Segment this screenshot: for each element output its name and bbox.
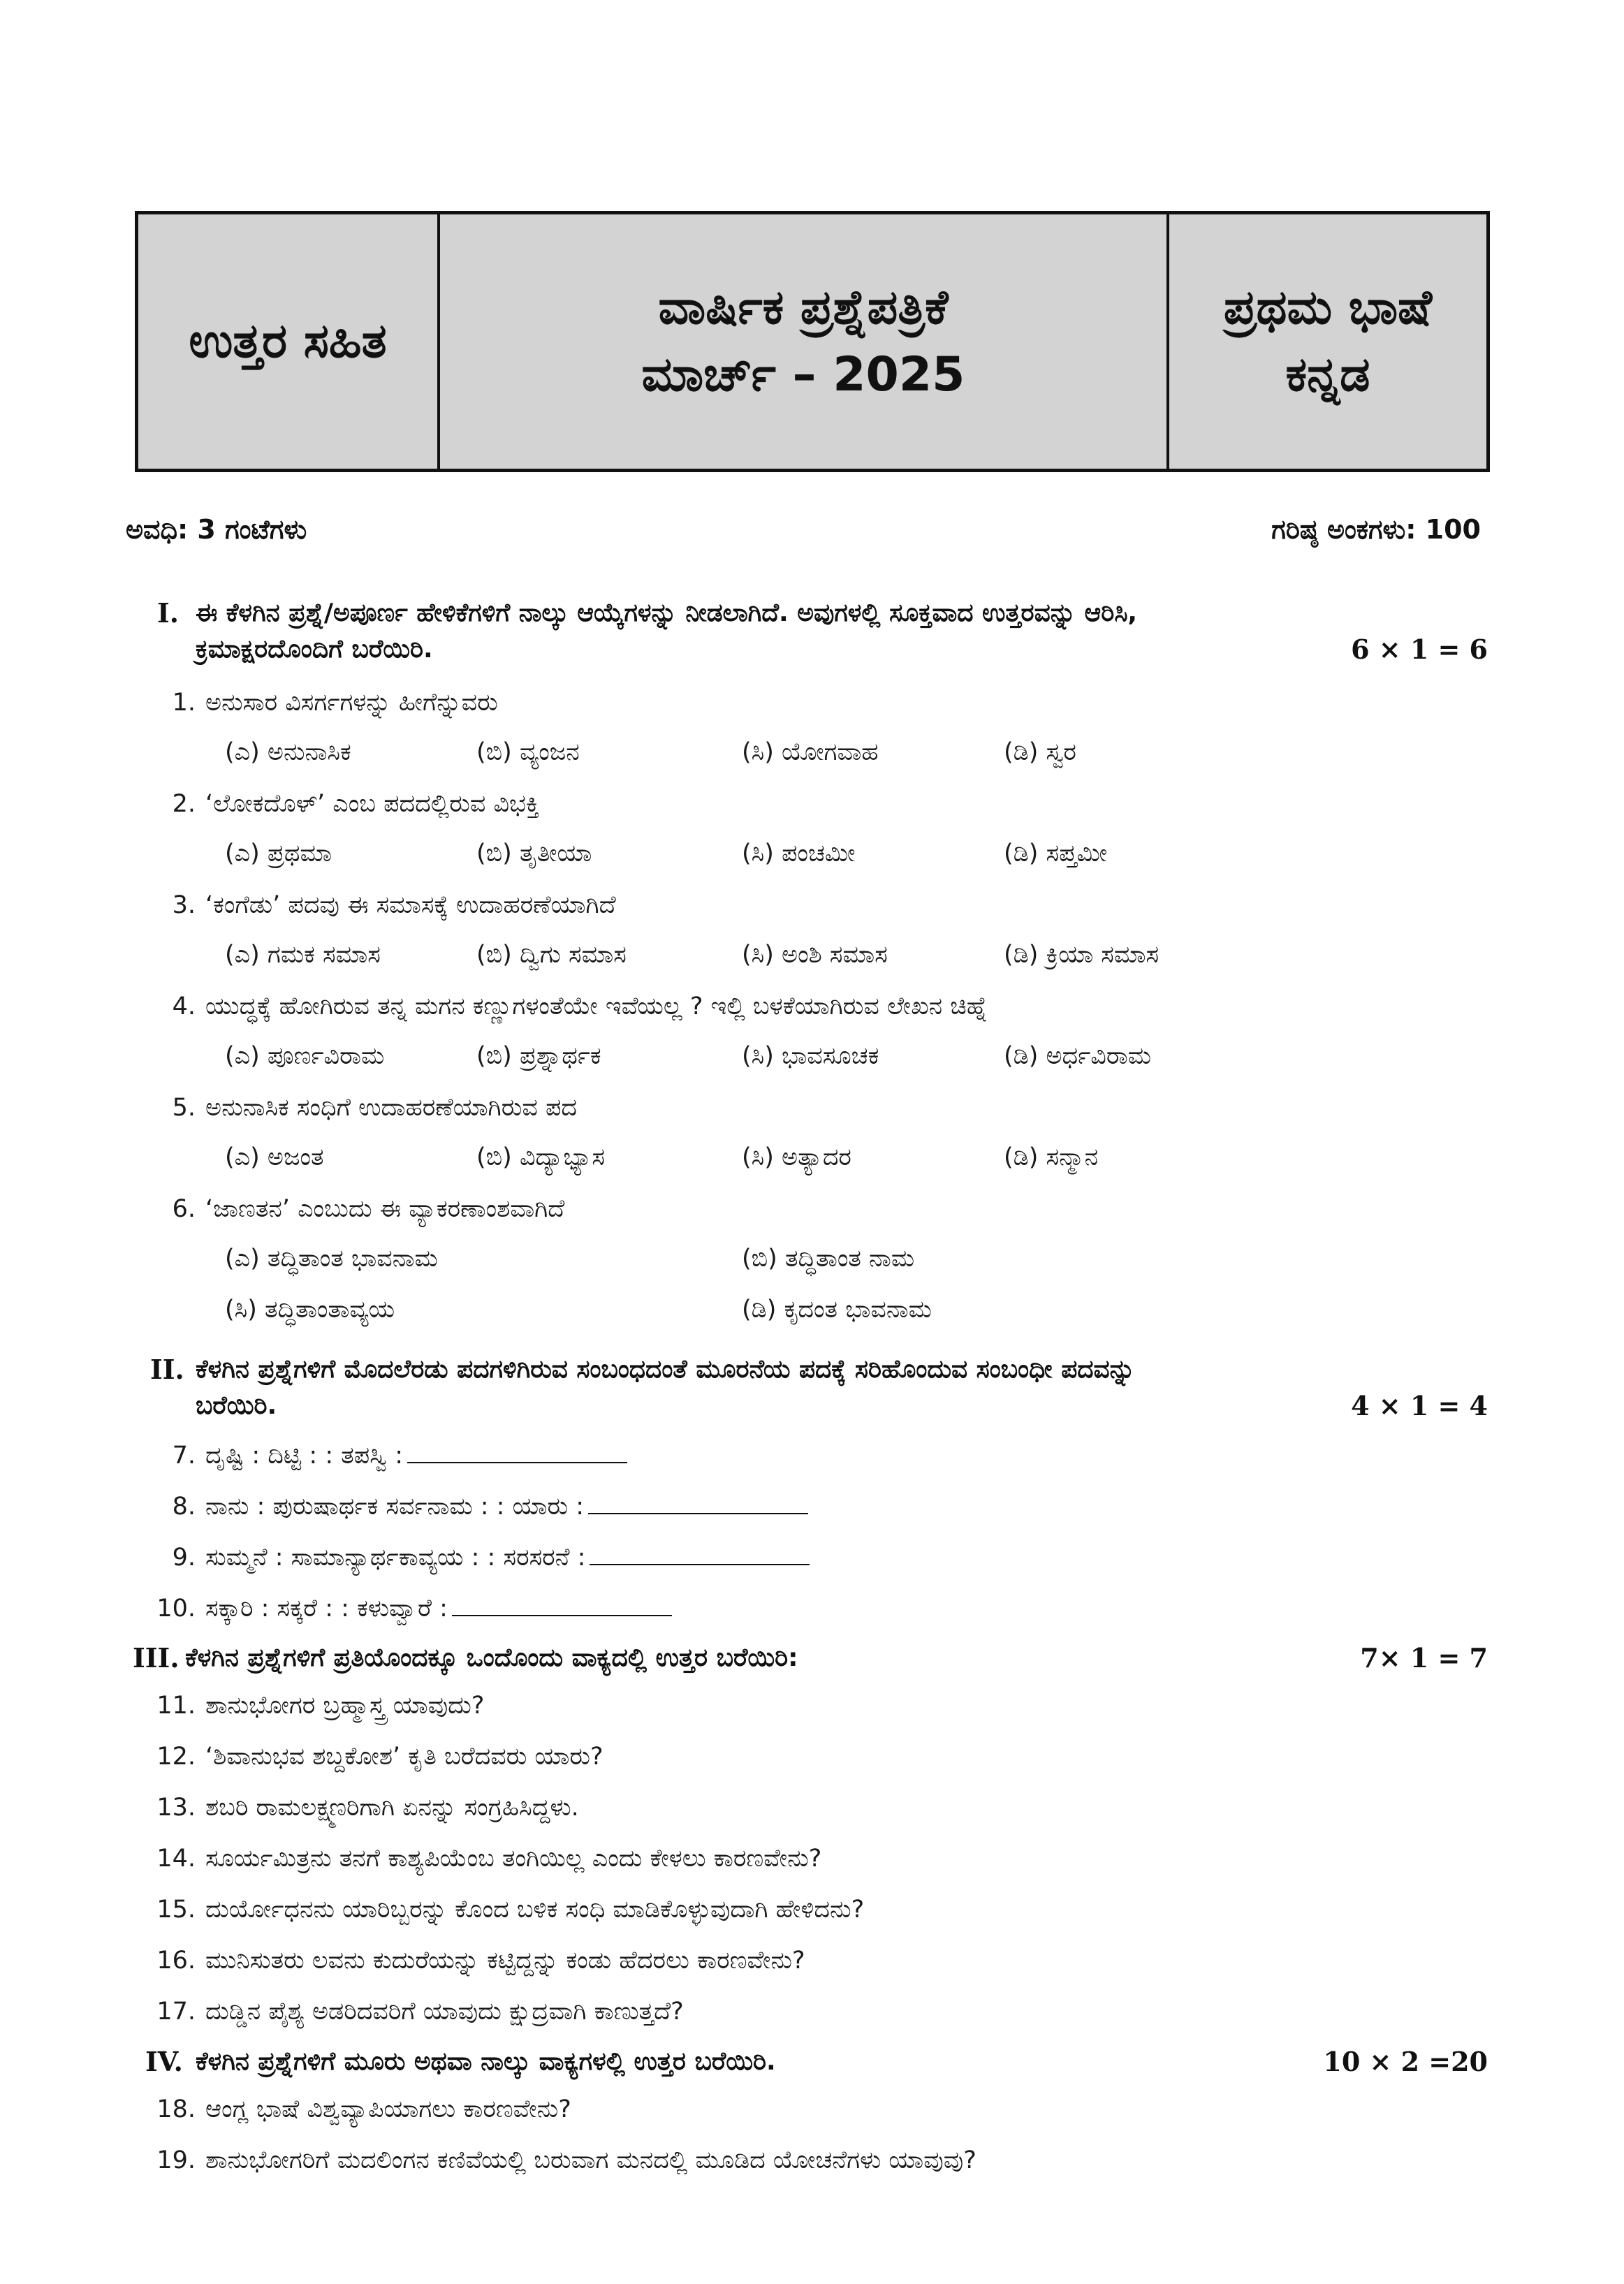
section-instruction-cont: ಕ್ರಮಾಕ್ಷರದೊಂದಿಗೆ ಬರೆಯಿರಿ.	[196, 635, 433, 664]
question-text: ಅನುಸಾರ ವಿಸರ್ಗಗಳನ್ನು ಹೀಗೆನ್ನುವರು	[205, 689, 498, 717]
question-number: 16.	[156, 1947, 196, 1975]
option-d: (ಡಿ) ಸಪ್ತಮೀ	[1004, 840, 1108, 868]
question-text: ‘ಶಿವಾನುಭವ ಶಬ್ದಕೋಶ’ ಕೃತಿ ಬರೆದವರು ಯಾರು?	[205, 1743, 603, 1771]
question-text: ಮುನಿಸುತರು ಲವನು ಕುದುರೆಯನ್ನು ಕಟ್ಟಿದ್ದನ್ನು ಕಂಡು ಹೆದರಲು ಕಾರಣವೇನು?	[205, 1947, 805, 1975]
question-number: 12.	[156, 1743, 196, 1771]
option-d: (ಡಿ) ಕ್ರಿಯಾ ಸಮಾಸ	[1004, 941, 1160, 969]
question-number: 2.	[172, 790, 196, 818]
option-d: (ಡಿ) ಸನ್ಮಾನ	[1004, 1143, 1099, 1171]
section-number: III.	[133, 1642, 180, 1674]
option-c: (ಸಿ) ಭಾವಸೂಚಕ	[742, 1042, 879, 1070]
option-c: (ಸಿ) ಅತ್ಯಾದರ	[742, 1143, 851, 1171]
header-cell-subject	[1169, 214, 1486, 469]
question-14	[140, 1842, 821, 1875]
section-instruction: ಕೆಳಗಿನ ಪ್ರಶ್ನೆಗಳಿಗೆ ಪ್ರತಿಯೊಂದಕ್ಕೂ ಒಂದೊಂದು ವಾಕ್ಯದಲ್ಲಿ ಉತ್ತರ ಬರೆಯಿರಿ:	[185, 1644, 798, 1672]
option-c: (ಸಿ) ಯೋಗವಾಹ	[742, 738, 879, 766]
option-d: (ಡಿ) ಸ್ವರ	[1004, 738, 1076, 766]
question-number: 13.	[156, 1794, 196, 1822]
option-c: (ಸಿ) ತದ್ಧಿತಾಂತಾವ್ಯಯ	[225, 1296, 395, 1324]
header-cell-title	[440, 214, 1169, 469]
question-text: ಸಕ್ಕಾರಿ : ಸಕ್ಕರೆ : : ಕಳುವ್ವಾರೆ :	[205, 1595, 448, 1623]
question-1	[140, 686, 498, 719]
question-text: ದೃಷ್ಟಿ : ದಿಟ್ಟಿ : : ತಪಸ್ವಿ :	[205, 1442, 404, 1470]
question-text: ಅನುನಾಸಿಕ ಸಂಧಿಗೆ ಉದಾಹರಣೆಯಾಗಿರುವ ಪದ	[205, 1094, 577, 1122]
question-number: 10.	[156, 1595, 196, 1623]
section-marks: 10 × 2 =20	[1323, 2046, 1488, 2077]
option-b: (ಬಿ) ವ್ಯಂಜನ	[476, 738, 580, 766]
question-text: ಶಬರಿ ರಾಮಲಕ್ಷ್ಮಣರಿಗಾಗಿ ಏನನ್ನು ಸಂಗ್ರಹಿಸಿದ್ದಳು.	[205, 1794, 579, 1822]
question-number: 9.	[172, 1544, 196, 1572]
question-5	[140, 1091, 577, 1125]
question-number: 19.	[156, 2146, 196, 2174]
section-instruction: ಈ ಕೆಳಗಿನ ಪ್ರಶ್ನೆ/ಅಪೂರ್ಣ ಹೇಳಿಕೆಗಳಿಗೆ ನಾಲ್ಕು ಆಯ್ಕೆಗಳನ್ನು ನೀಡಲಾಗಿದೆ. ಅವುಗಳಲ್ಲಿ ಸೂಕ್ತವಾದ ಉತ್ತರವನ್ನು ಆರಿಸಿ,	[196, 599, 1138, 627]
question-6	[140, 1192, 564, 1226]
question-number: 17.	[156, 1998, 196, 2026]
question-text: ಯುದ್ಧಕ್ಕೆ ಹೋಗಿರುವ ತನ್ನ ಮಗನ ಕಣ್ಣುಗಳಂತೆಯೇ ಇವೆಯಲ್ಲ ? ಇಲ್ಲಿ ಬಳಕೆಯಾಗಿರುವ ಲೇಖನ ಚಿಹ್ನೆ	[205, 993, 988, 1020]
section-2-heading	[126, 1352, 1488, 1428]
section-number: I.	[157, 597, 180, 629]
question-3	[140, 888, 616, 922]
question-text: ಸುಮ್ಮನೆ : ಸಾಮಾನ್ಯಾರ್ಥಕಾವ್ಯಯ : : ಸರಸರನೆ :	[205, 1544, 586, 1572]
question-11	[140, 1689, 484, 1722]
header-box	[135, 211, 1490, 472]
question-number: 5.	[172, 1094, 196, 1122]
answer-blank[interactable]	[588, 1510, 808, 1514]
question-text: ‘ಕಂಗೆಡು’ ಪದವು ಈ ಸಮಾಸಕ್ಕೆ ಉದಾಹರಣೆಯಾಗಿದೆ	[205, 891, 616, 919]
answer-blank[interactable]	[452, 1612, 672, 1616]
option-a: (ಎ) ಅನುನಾಸಿಕ	[225, 738, 351, 766]
max-marks: ಗರಿಷ್ಠ ಅಂಕಗಳು: 100	[1271, 514, 1481, 545]
question-17	[140, 1995, 684, 2028]
header-language: ಪ್ರಥಮ ಭಾಷೆ	[1223, 280, 1433, 335]
option-b: (ಬಿ) ತೃತೀಯಾ	[476, 840, 592, 868]
question-19	[140, 2144, 976, 2177]
option-a: (ಎ) ಪೂರ್ಣವಿರಾಮ	[225, 1042, 385, 1070]
section-instruction-cont: ಬರೆಯಿರಿ.	[196, 1391, 277, 1420]
option-b: (ಬಿ) ತದ್ಧಿತಾಂತ ನಾಮ	[742, 1245, 915, 1273]
answer-blank[interactable]	[407, 1459, 627, 1463]
option-b: (ಬಿ) ವಿದ್ಯಾಭ್ಯಾಸ	[476, 1143, 606, 1171]
question-number: 11.	[156, 1692, 196, 1720]
option-a: (ಎ) ಗಮಕ ಸಮಾಸ	[225, 941, 381, 969]
section-marks: 4 × 1 = 4	[1351, 1390, 1488, 1421]
question-text: ಆಂಗ್ಲ ಭಾಷೆ ವಿಶ್ವವ್ಯಾಪಿಯಾಗಲು ಕಾರಣವೇನು?	[205, 2095, 571, 2123]
question-8	[140, 1490, 808, 1523]
question-13	[140, 1791, 579, 1824]
header-cell-answers	[138, 214, 440, 469]
option-d: (ಡಿ) ಕೃದಂತ ಭಾವನಾಮ	[742, 1296, 932, 1324]
option-a: (ಎ) ಪ್ರಥಮಾ	[225, 840, 332, 868]
question-4	[140, 990, 988, 1023]
option-d: (ಡಿ) ಅರ್ಧವಿರಾಮ	[1004, 1042, 1152, 1070]
question-number: 1.	[172, 689, 196, 717]
answer-blank[interactable]	[590, 1561, 810, 1565]
question-number: 7.	[172, 1442, 196, 1470]
section-marks: 7× 1 = 7	[1360, 1642, 1488, 1674]
question-2	[140, 787, 539, 821]
section-instruction: ಕೆಳಗಿನ ಪ್ರಶ್ನೆಗಳಿಗೆ ಮೂರು ಅಥವಾ ನಾಲ್ಕು ವಾಕ್ಯಗಳಲ್ಲಿ ಉತ್ತರ ಬರೆಯಿರಿ.	[196, 2047, 776, 2076]
question-number: 8.	[172, 1493, 196, 1521]
option-b: (ಬಿ) ಪ್ರಶ್ನಾರ್ಥಕ	[476, 1042, 601, 1070]
section-1-heading	[126, 595, 1488, 672]
option-a: (ಎ) ಅಜಂತ	[225, 1143, 324, 1171]
question-9	[140, 1541, 810, 1574]
section-instruction: ಕೆಳಗಿನ ಪ್ರಶ್ನೆಗಳಿಗೆ ಮೊದಲೆರಡು ಪದಗಳಿಗಿರುವ ಸಂಬಂಧದಂತೆ ಮೂರನೆಯ ಪದಕ್ಕೆ ಸರಿಹೊಂದುವ ಸಂಬಂಧೀ ಪದವನ್ನು	[196, 1355, 1135, 1384]
question-text: ‘ಜಾಣತನ’ ಎಂಬುದು ಈ ವ್ಯಾಕರಣಾಂಶವಾಗಿದೆ	[205, 1195, 565, 1223]
section-3-heading	[126, 1640, 1488, 1679]
duration: ಅವಧಿ: 3 ಗಂಟೆಗಳು	[126, 514, 307, 545]
option-a: (ಎ) ತದ್ಧಿತಾಂತ ಭಾವನಾಮ	[225, 1245, 438, 1273]
question-number: 18.	[156, 2095, 196, 2123]
question-12	[140, 1740, 603, 1773]
question-10	[140, 1592, 672, 1625]
question-text: ದುರ್ಯೋಧನನು ಯಾರಿಬ್ಬರನ್ನು ಕೊಂದ ಬಳಿಕ ಸಂಧಿ ಮಾಡಿಕೊಳ್ಳುವುದಾಗಿ ಹೇಳಿದನು?	[205, 1896, 865, 1924]
header-title: ವಾರ್ಷಿಕ ಪ್ರಶ್ನೆಪತ್ರಿಕೆ	[658, 280, 949, 335]
question-text: ಸೂರ್ಯಮಿತ್ರನು ತನಗೆ ಕಾಶ್ಯಪಿಯೆಂಬ ತಂಗಿಯಿಲ್ಲ ಎಂದು ಕೇಳಲು ಕಾರಣವೇನು?	[205, 1845, 822, 1873]
option-c: (ಸಿ) ಅಂಶಿ ಸಮಾಸ	[742, 941, 888, 969]
header-subject: ಕನ್ನಡ	[1285, 347, 1370, 402]
question-number: 3.	[172, 891, 196, 919]
question-15	[140, 1893, 864, 1926]
question-text: ಶಾನುಭೋಗರ ಬ್ರಹ್ಮಾಸ್ತ್ರ ಯಾವುದು?	[205, 1692, 485, 1720]
question-number: 15.	[156, 1896, 196, 1924]
option-c: (ಸಿ) ಪಂಚಮೀ	[742, 840, 856, 868]
question-number: 6.	[172, 1195, 196, 1223]
section-4-heading	[126, 2044, 1488, 2083]
question-text: ‘ಲೋಕದೊಳ್’ ಎಂಬ ಪದದಲ್ಲಿರುವ ವಿಭಕ್ತಿ	[205, 790, 540, 818]
header-answers-label: ಉತ್ತರ ಸಹಿತ	[189, 314, 387, 369]
section-number: II.	[150, 1354, 184, 1385]
section-marks: 6 × 1 = 6	[1351, 634, 1488, 665]
question-text: ಶಾನುಭೋಗರಿಗೆ ಮದಲಿಂಗನ ಕಣಿವೆಯಲ್ಲಿ ಬರುವಾಗ ಮನದಲ್ಲಿ ಮೂಡಿದ ಯೋಚನೆಗಳು ಯಾವುವು?	[205, 2146, 976, 2174]
question-18	[140, 2093, 571, 2126]
question-text: ದುಡ್ಡಿನ ಪೈಶ್ಯ ಅಡರಿದವರಿಗೆ ಯಾವುದು ಕ್ಷುದ್ರವಾಗಿ ಕಾಣುತ್ತದೆ?	[205, 1998, 684, 2026]
option-b: (ಬಿ) ದ್ವಿಗು ಸಮಾಸ	[476, 941, 627, 969]
header-date: ಮಾರ್ಚ್ – 2025	[641, 347, 965, 402]
question-7	[140, 1439, 627, 1472]
question-16	[140, 1944, 805, 1977]
question-number: 4.	[172, 993, 196, 1020]
question-text: ನಾನು : ಪುರುಷಾರ್ಥಕ ಸರ್ವನಾಮ : : ಯಾರು :	[205, 1493, 585, 1521]
section-number: IV.	[145, 2046, 183, 2077]
question-number: 14.	[156, 1845, 196, 1873]
